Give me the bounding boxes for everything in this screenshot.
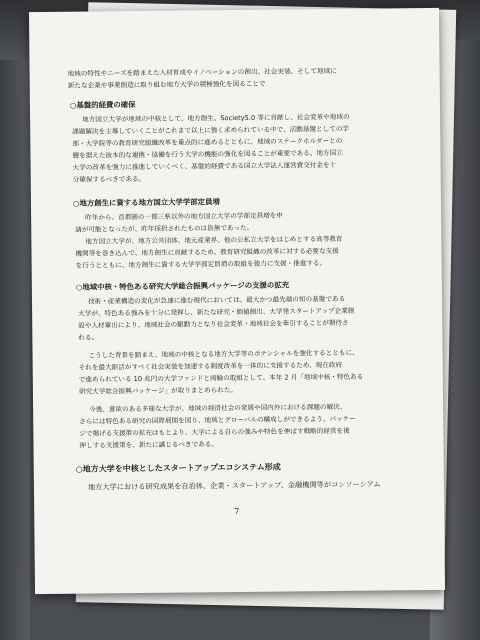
section-heading-funding: ○基盤的経費の確保 [69, 100, 136, 110]
body-line: 機関等を巻き込んで、地方創生に貢献するため、教育研究組織の改革に対する必要な支援 [75, 246, 339, 258]
section-heading-startup-ecosystem: ○地方大学を中核としたスタートアップエコシステム形成 [75, 462, 281, 474]
body-line: こうした背景を踏まえ、地域の中核となる地方大学等のポテンシャルを強化するとともに、 [88, 348, 359, 360]
page-number: 7 [234, 506, 240, 517]
body-line: ジで掲げる支援策の拡充はもとより、大学による自らの強みや特色を伸ばす戦略的経営を後 [79, 426, 350, 438]
body-line: 押しする支援策を、新たに講じるべきである。 [79, 440, 219, 450]
body-line: で進められている 10 兆円の大学ファンドと両輪の取組として、本年 2 月「地域中核・特色ある [78, 372, 364, 384]
body-line: 地方大学における研究成果を自治体、企業・スタートアップ、金融機関等がコンソーシアム [87, 479, 381, 492]
body-line: 請が可能となったが、昨年採択されたものは皆無であった。 [75, 223, 254, 234]
body-line: 分確保するべきである。 [72, 174, 146, 184]
body-line: 設や人材輩出により、地域社会の駆動力となり社会変革・地域社会を牽引することが期待さ [78, 318, 349, 330]
body-line: 腰を据えた抜本的な連携・協働を行う大学の機能の強化を図ることが重要である。地方国立 [72, 148, 343, 160]
document-page [29, 8, 445, 594]
background-left [0, 60, 30, 640]
body-line: 大学が、特色ある強みを十分に発揮し、新たな研究・価値創出、大学発スタートアップ企業創 [78, 306, 355, 318]
body-line: 地方国立大学が、地方公共団体、地元産業界、他の公私立大学をはじめとする高等教育 [85, 234, 343, 246]
section-heading-research-package: ○地域中核・特色ある研究大学総合振興パッケージの支援の拡充 [75, 280, 290, 292]
body-line: 今後、意欲のある多様な大学が、地域の経済社会の発展や国内外における課題の解決、 [89, 402, 347, 414]
body-line: さらには特色ある研究の国際展開を図り、地域とグローバルの構成しができるよう、パッケー [79, 414, 356, 426]
body-line: れる。 [78, 333, 99, 342]
body-line: 部・大学院等の教育研究組織改革を重点的に進めるとともに、地域のステークホルダーとの [72, 136, 343, 148]
body-line: 課題解決を主導していくことがこれまで以上に強く求められている中で、活動基盤としての学 [72, 124, 350, 136]
intro-line: 新たな企業や事業創造に取り組む地方大学の積極強化を図ることで [67, 79, 266, 90]
body-line: 大学の改革を強力に推進していくべく、基盤的経費である国立大学法人運営費交付金を十 [72, 160, 337, 172]
body-line: それを最大限活かすべく社会実装を加速する制度改革を一体的に支援するため、現在政府 [78, 360, 343, 372]
body-line: 昨年から、首都圏の一都三県以外の地方国立大学の学部定員増を申 [85, 211, 283, 222]
section-heading-enrollment: ○地方創生に資する地方国立大学学部定員増 [72, 197, 220, 208]
body-line: 地方国立大学が地域の中核として、地方創生、Society5.0 等に貢献し、社会変革や地域の [82, 112, 350, 124]
body-line: を行うとともに、地方創生に資する大学学部定員増の取組を強力に支援・推進する。 [75, 259, 327, 270]
intro-line: 地域の特性やニーズを踏まえた人材育成やイノベーションの創出、社会実装、そして地域に [67, 66, 337, 78]
body-line: 研究大学総合振興パッケージ」が取りまとめられた。 [78, 386, 238, 396]
body-line: 技術・産業構造の変化が急速に進む現代においては、最大かつ最先端の知の基盤である [87, 294, 346, 306]
